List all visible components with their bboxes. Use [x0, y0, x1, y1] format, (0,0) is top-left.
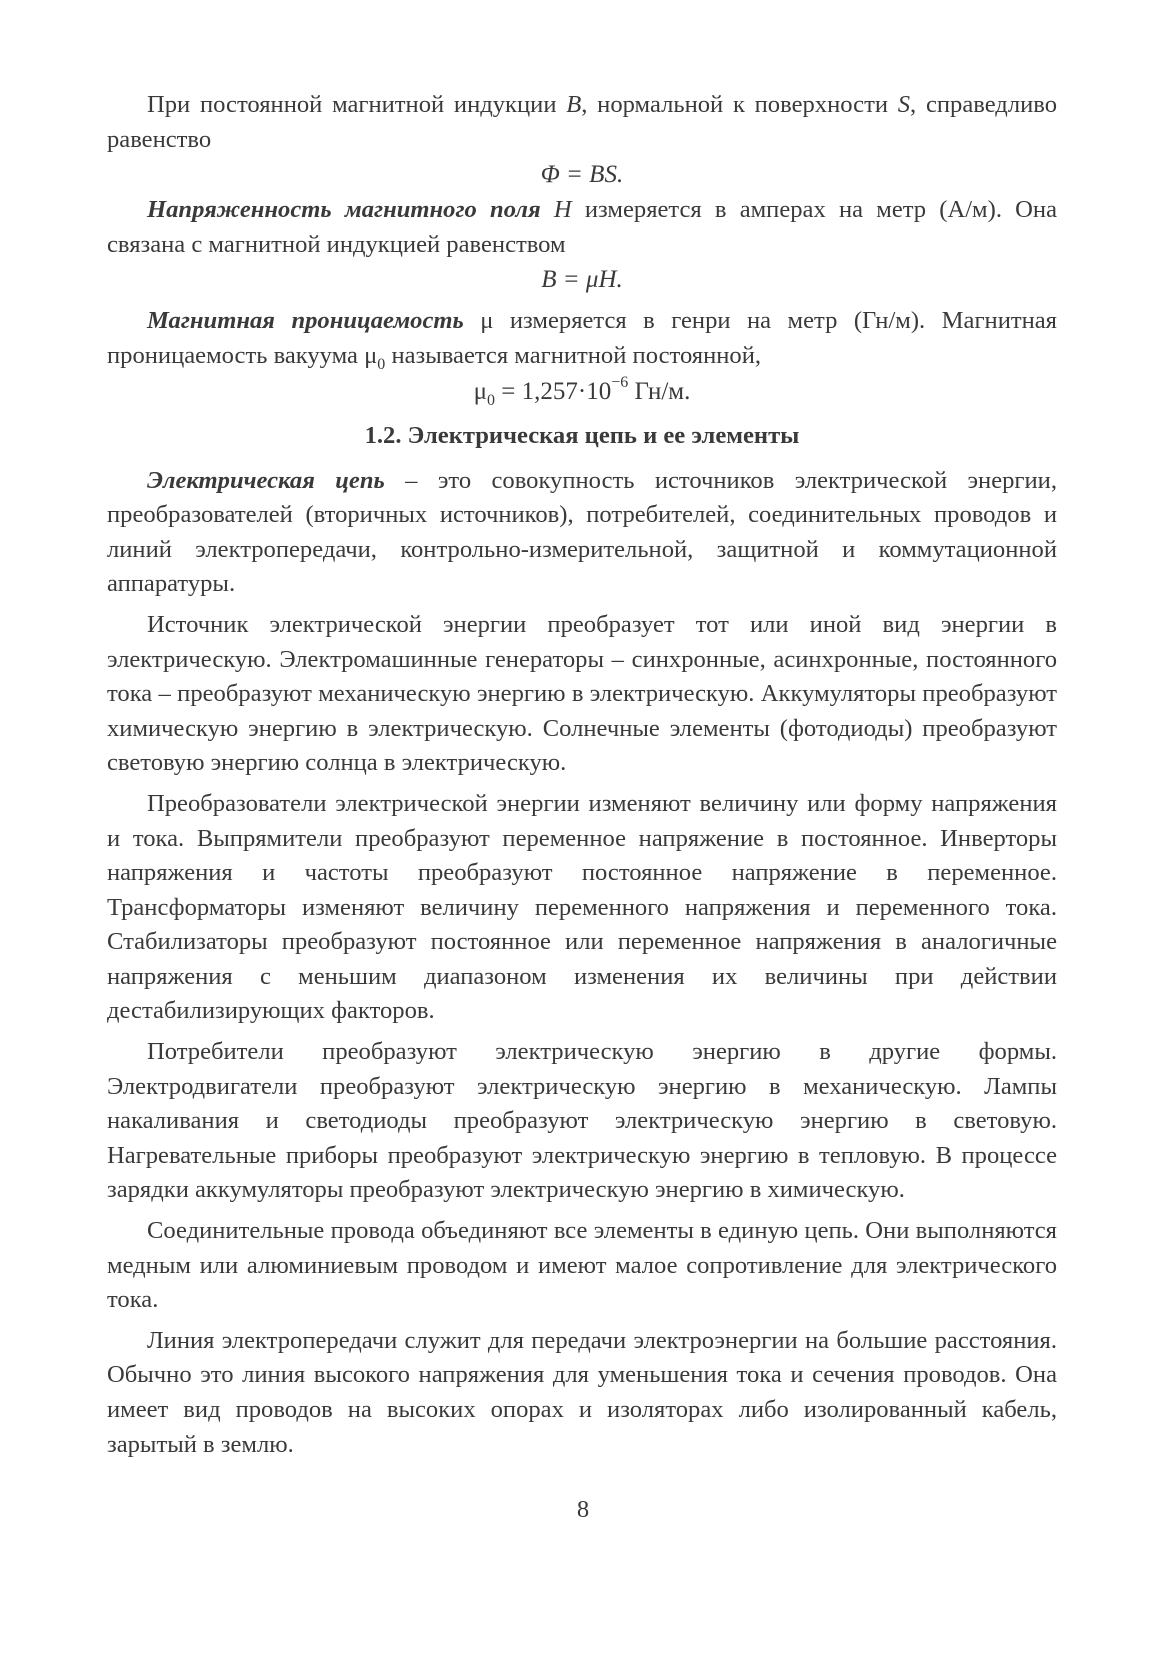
paragraph-circuit-definition	[107, 464, 1057, 602]
text-run: , нормальной к поверхности	[581, 91, 898, 118]
variable-s: S	[897, 91, 911, 118]
paragraph-wires: Соединительные провода объединяют все элементы в единую цепь. Они выполняются медным или алюминиевым проводом и имеют малое сопротивление для электрического тока.	[107, 1217, 1057, 1314]
page-content	[107, 88, 1057, 1462]
paragraph-flux	[107, 88, 1057, 157]
text-run: – это совокупность источников электрической энергии, преобразователей (вторичных источников), потребителей, соединительных проводов и линий электропередачи, контрольно-измерительной, защитной и коммутационной аппаратуры.	[107, 466, 1057, 598]
equation-flux	[107, 157, 1057, 193]
paragraph-power-line: Линия электропередачи служит для передачи электроэнергии на большие расстояния. Обычно это линия высокого напряжения для уменьшения тока и сечения проводов. Она имеет вид проводов на высоких опорах и изоляторах либо изолированный кабель, зарытый в землю.	[107, 1326, 1057, 1458]
page-number: 8	[576, 1496, 590, 1523]
equation-lhs: μ	[473, 377, 488, 405]
text-run: При постоянной магнитной индукции	[147, 91, 567, 118]
equation-induction	[107, 262, 1057, 298]
term-circuit: Электрическая цепь	[147, 466, 385, 494]
term-field-strength: Напряженность магнитного поля	[147, 196, 541, 224]
equation-text: B = μH.	[541, 266, 623, 294]
paragraph-permeability	[107, 304, 1057, 373]
equation-mid: = 1,257·10	[495, 377, 612, 405]
text-run: измеряется в амперах на метр (А/м). Она связана с магнитной индукцией равенством	[107, 196, 1057, 258]
equation-units: Гн/м.	[628, 377, 691, 405]
paragraph-consumers: Потребители преобразуют электрическую энергию в другие формы. Электродвигатели преобразуют электрическую энергию в механическую. Лампы накаливания и светодиоды преобразуют электрическую энергию в световую. Нагревательные приборы преобразуют электрическую энергию в тепловую. В процессе зарядки аккумуляторы преобразуют электрическую энергию в химическую.	[107, 1038, 1057, 1204]
section-heading: 1.2. Электрическая цепь и ее элементы	[364, 421, 800, 449]
term-permeability: Магнитная проницаемость	[147, 307, 464, 335]
paragraph-converters: Преобразователи электрической энергии изменяют величину или форму напряжения и тока. Выпрямители преобразуют переменное напряжение в постоянное. Инверторы напряжения и частоты преобразуют постоянное напряжение в переменное. Трансформаторы изменяют величину переменного напряжения и переменного тока. Стабилизаторы преобразуют постоянное или переменное напряжения в аналогичные напряжения с меньшим диапазоном изменения их величины при действии дестабилизирующих факторов.	[107, 789, 1057, 1025]
exponent: −6	[611, 373, 629, 391]
text-run: , справедливо равенство	[107, 91, 1057, 153]
variable-b: B	[566, 91, 582, 118]
variable-h: H	[553, 196, 572, 224]
equation-text: Φ = BS.	[540, 161, 624, 189]
text-run: μ измеряется в генри на метр (Гн/м). Магнитная проницаемость вакуума μ	[107, 307, 1057, 369]
subscript: 0	[377, 355, 386, 373]
paragraph-field-strength	[107, 193, 1057, 262]
equation-mu0	[107, 374, 1057, 410]
subscript: 0	[487, 391, 496, 409]
paragraph-sources: Источник электрической энергии преобразует тот или иной вид энергии в электрическую. Электромашинные генераторы – синхронные, асинхронные, постоянного тока – преобразуют механическую энергию в электрическую. Аккумуляторы преобразуют химическую энергию в электрическую. Солнечные элементы (фотодиоды) преобразуют световую энергию солнца в электрическую.	[107, 610, 1057, 777]
text-run: называется магнитной постоянной,	[385, 341, 762, 369]
